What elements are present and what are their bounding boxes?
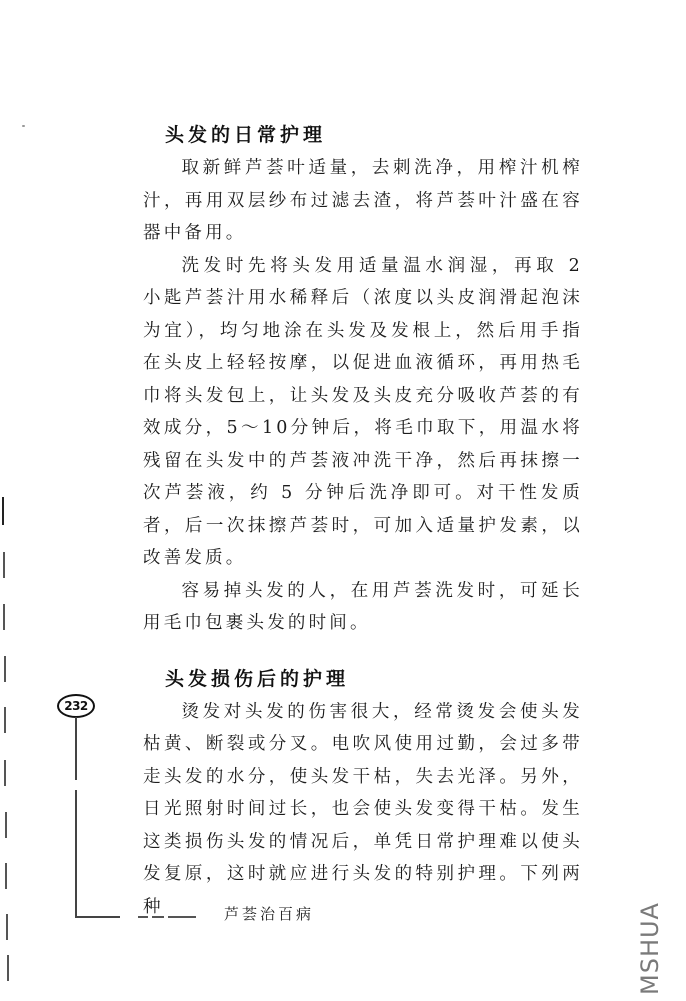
scan-mark: [3, 604, 5, 630]
section-heading-damage-care: 头发损伤后的护理: [165, 667, 350, 690]
scan-speck: [22, 125, 25, 127]
footer-dash: [138, 916, 148, 918]
paragraph: 容易掉头发的人，在用芦荟洗发时，可延长用毛巾包裹头发的时间。: [143, 580, 583, 633]
rule-gap: [74, 780, 78, 790]
watermark: MSHUA: [636, 902, 664, 995]
footer-dash: [168, 916, 196, 918]
scan-mark: [6, 914, 8, 940]
paragraph: 取新鲜芦荟叶适量，去刺洗净，用榨汁机榨汁，再用双层纱布过滤去渣，将芦荟叶汁盛在容器中备用。: [143, 158, 583, 243]
body-text: [143, 120, 583, 923]
scan-mark: [4, 760, 6, 786]
footer-book-title: 芦荟治百病: [224, 905, 315, 923]
page-number-badge: 232: [57, 694, 95, 718]
paragraph: 烫发对头发的伤害很大，经常烫发会使头发枯黄、断裂或分叉。电吹风使用过勤，会过多带走头发的水分，使头发干枯，失去光泽。另外，日光照射时间过长，也会使头发变得干枯。发生这类损伤头发的情况后，单凭日常护理难以使头发复原，这时就应进行头发的特别护理。下列两种: [143, 701, 583, 917]
footer-dash: [152, 916, 164, 918]
scan-edge-marks: [0, 0, 20, 1001]
scan-mark: [2, 497, 4, 525]
margin-rule-horizontal: [75, 916, 120, 918]
margin-rule-vertical: [75, 717, 77, 917]
scan-mark: [4, 707, 6, 733]
scan-mark: [5, 863, 7, 889]
scan-mark: [4, 656, 6, 682]
paragraph: 洗发时先将头发用适量温水润湿，再取 2 小匙芦荟汁用水稀释后（浓度以头皮润滑起泡沫为宜），均匀地涂在头发及发根上，然后用手指在头皮上轻轻按摩，以促进血液循环，再用热毛巾将头发包上，让头发及头皮充分吸收芦荟的有效成分，5～10分钟后，将毛巾取下，用温水将残留在头发中的芦荟液冲洗干净，然后再抹擦一次芦荟液，约 5 分钟后洗净即可。对干性发质者，后一次抹擦芦荟时，可加入适量护发素，以改善发质。: [143, 255, 583, 568]
scan-mark: [3, 552, 5, 578]
scan-mark: [5, 812, 7, 838]
scan-mark: [7, 955, 9, 981]
section-heading-daily-care: 头发的日常护理: [165, 124, 327, 146]
